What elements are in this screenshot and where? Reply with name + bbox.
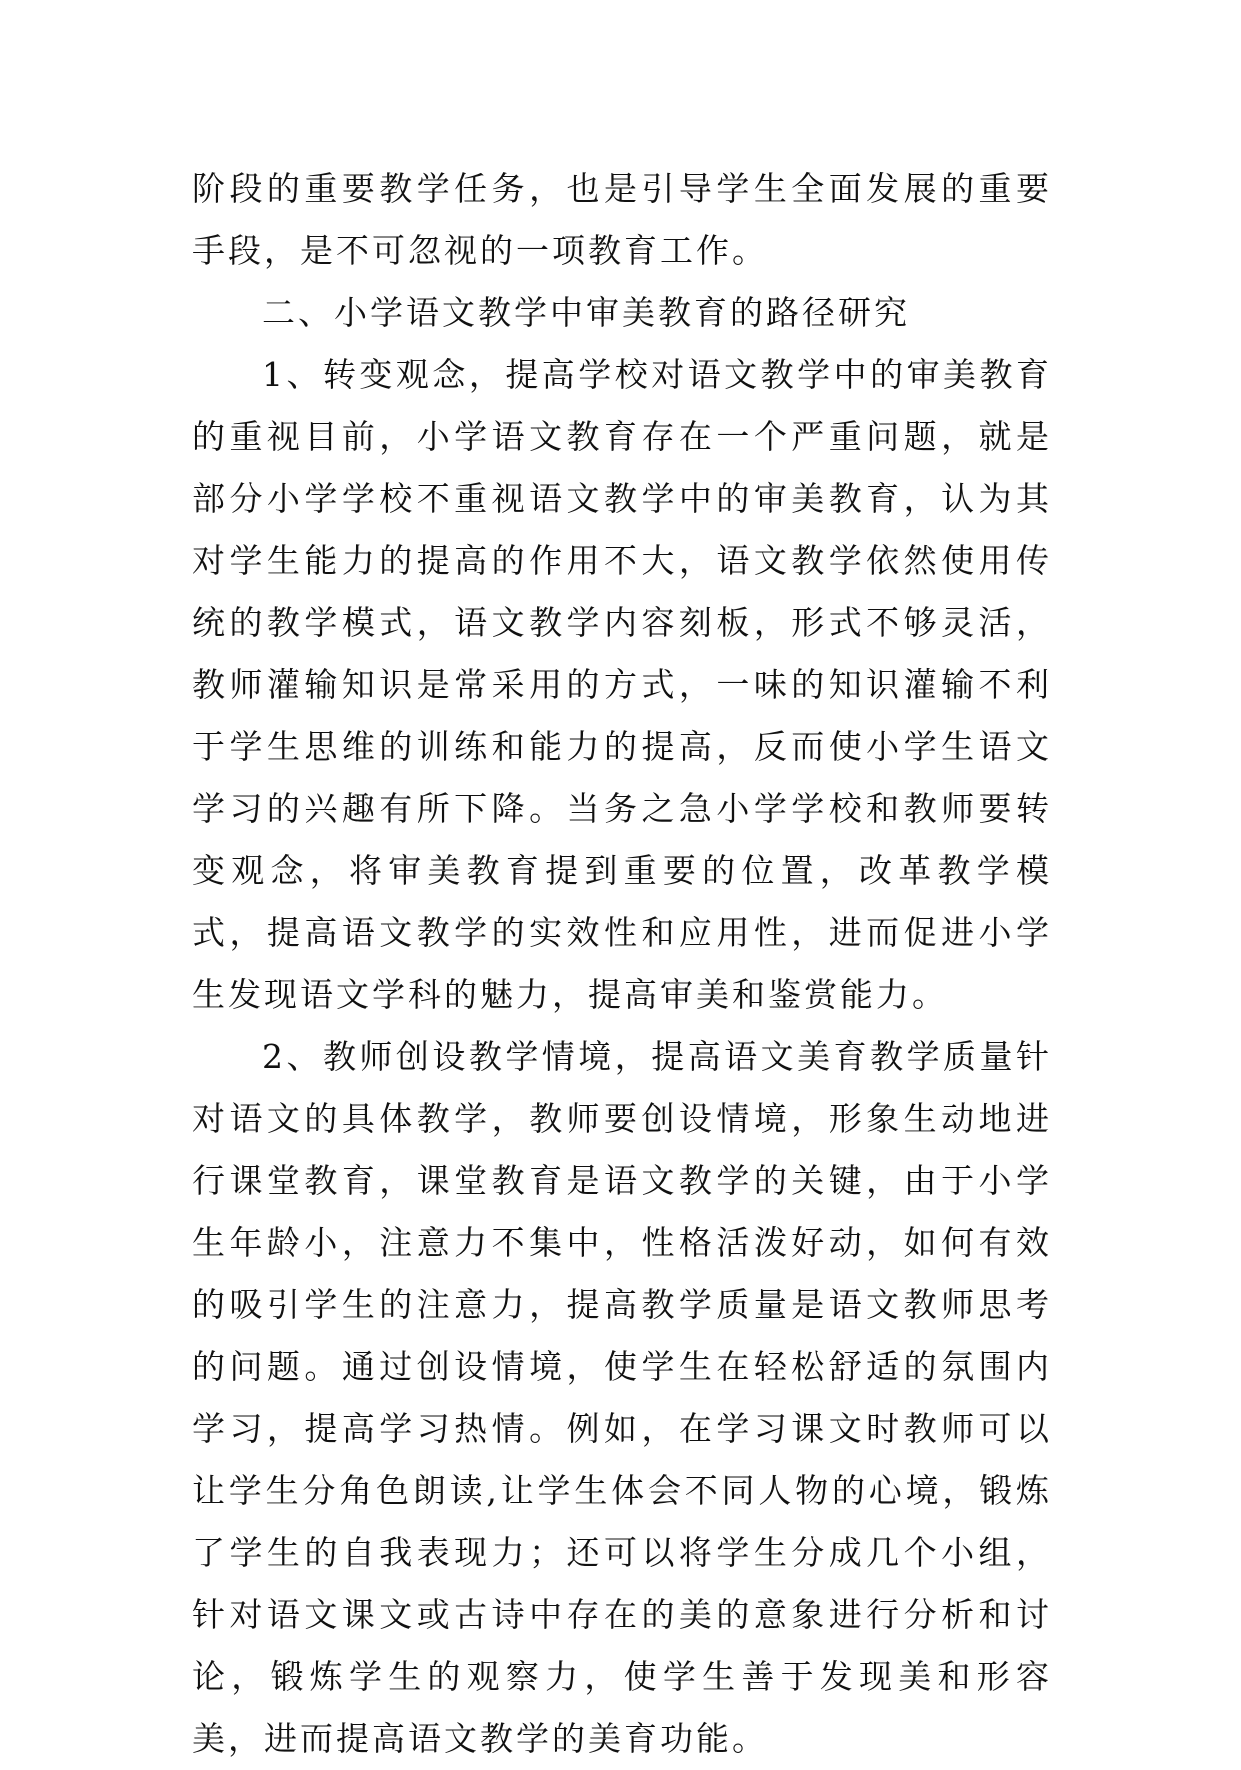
paragraph-continuation: 阶段的重要教学任务，也是引导学生全面发展的重要手段，是不可忽视的一项教育工作。 <box>192 169 1052 270</box>
section-heading: 二、小学语文教学中审美教育的路径研究 <box>262 293 910 332</box>
paragraph-point-1: 1、转变观念，提高学校对语文教学中的审美教育的重视目前，小学语文教育存在一个严重问题，就是部分小学学校不重视语文教学中的审美教育，认为其对学生能力的提高的作用不大，语文教学依然使用传统的教学模式，语文教学内容刻板，形式不够灵活，教师灌输知识是常采用的方式，一味的知识灌输不利于学生思维的训练和能力的提高，反而使小学生语文学习的兴趣有所下降。当务之急小学学校和教师要转变观念，将审美教育提到重要的位置，改革教学模式，提高语文教学的实效性和应用性，进而促进小学生发现语文学科的魅力，提高审美和鉴赏能力。 <box>192 355 1052 1014</box>
paragraph-point-2: 2、教师创设教学情境，提高语文美育教学质量针对语文的具体教学，教师要创设情境，形象生动地进行课堂教育，课堂教育是语文教学的关键，由于小学生年龄小，注意力不集中，性格活泼好动，如何有效的吸引学生的注意力，提高教学质量是语文教师思考的问题。通过创设情境，使学生在轻松舒适的氛围内学习，提高学习热情。例如，在学习课文时教师可以让学生分角色朗读,让学生体会不同人物的心境，锻炼了学生的自我表现力；还可以将学生分成几个小组，针对语文课文或古诗中存在的美的意象进行分析和讨论，锻炼学生的观察力，使学生善于发现美和形容美，进而提高语文教学的美育功能。 <box>192 1037 1052 1758</box>
body-text <box>192 158 1052 1770</box>
